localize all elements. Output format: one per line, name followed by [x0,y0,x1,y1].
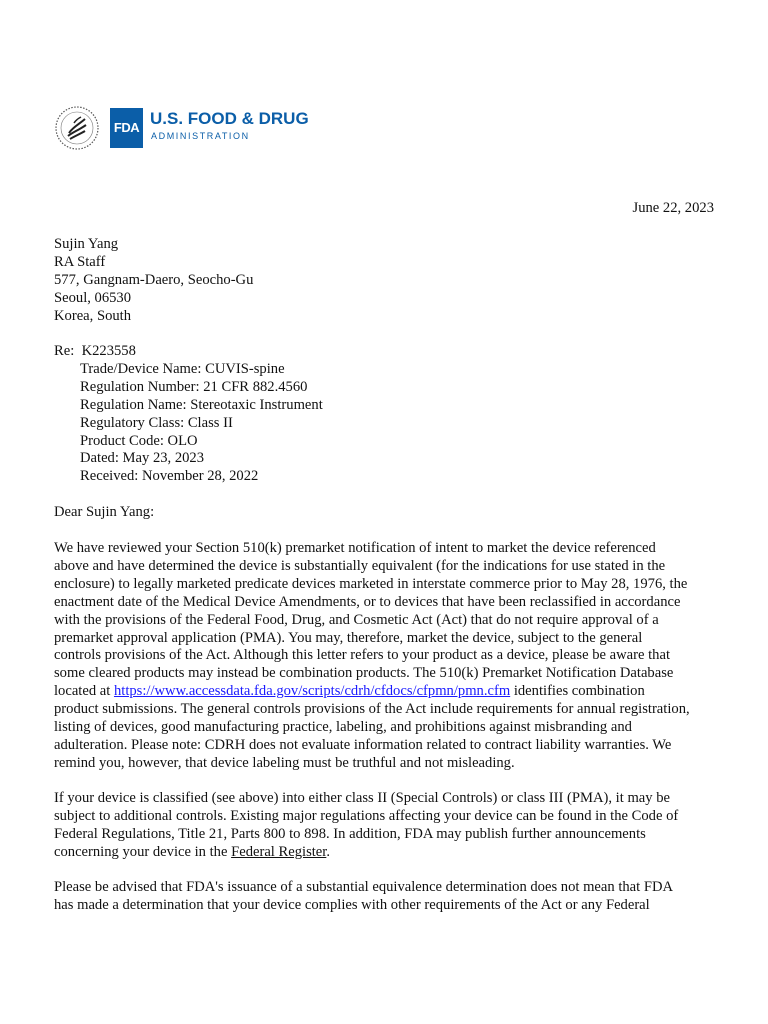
paragraph-line: enclosure) to legally marketed predicate devices marketed in interstate commerce prior to May 28, 1976, the [54,575,688,592]
letter-date: June 22, 2023 [632,200,714,216]
fda-logo-box: FDA [110,108,143,148]
paragraph-line: controls provisions of the Act. Although this letter refers to your product as a device, please be aware that [54,647,671,664]
paragraph-line [54,844,716,862]
paragraph-line: premarket approval application (PMA). You may, therefore, market the device, subject to the general [54,629,643,646]
paragraph-line-with-link [54,683,716,701]
body-paragraph-3 [54,879,716,915]
paragraph-line: product submissions. The general controls provisions of the Act include requirements for annual registration, [54,701,690,718]
reference-block [54,343,654,486]
paragraph-line: Federal Regulations, Title 21, Parts 800 to 898. In addition, FDA may publish further announcements [54,825,646,842]
agency-name: U.S. FOOD & DRUG [150,109,309,128]
paragraph-line: has made a determination that your device complies with other requirements of the Act or any Federal [54,896,650,913]
recipient-name: Sujin Yang [54,236,119,252]
reference-label: Re: [54,343,75,359]
recipient-title: RA Staff [54,253,106,270]
hhs-seal-icon [54,105,100,151]
register-suffix: . [326,843,330,860]
paragraph-line: If your device is classified (see above) into either class II (Special Controls) or class III (PMA), it may be [54,790,670,806]
federal-register-text: Federal Register [231,843,327,860]
pmn-database-link[interactable]: https://www.accessdata.fda.gov/scripts/cdrh/cfdocs/cfpmn/pmn.cfm [113,683,511,700]
salutation: Dear Sujin Yang: [54,504,155,520]
paragraph-line: Please be advised that FDA's issuance of a substantial equivalence determination does not mean that FDA [54,879,674,895]
paragraph-line: above and have determined the device is substantially equivalent (for the indications for use stated in the [54,557,666,574]
body-paragraph-2 [54,790,716,862]
paragraph-line: listing of devices, good manufacturing practice, labeling, and prohibitions against misbranding and [54,719,632,736]
reference-number: K223558 [81,343,136,359]
recipient-city: Seoul, 06530 [54,289,132,306]
paragraph-line: enactment date of the Medical Device Amendments, or to devices that have been reclassified in accordance [54,593,681,610]
paragraph-line: adulteration. Please note: CDRH does not evaluate information related to contract liability warranties. We [54,736,672,753]
reference-item: Regulation Name: Stereotaxic Instrument [80,396,323,413]
paragraph-line: with the provisions of the Federal Food, Drug, and Cosmetic Act (Act) that do not require approval of a [54,611,659,628]
reference-item: Trade/Device Name: CUVIS-spine [80,360,285,377]
reference-line [54,343,654,361]
paragraph-line: We have reviewed your Section 510(k) premarket notification of intent to market the device referenced [54,540,656,556]
link-prefix: located at [54,683,114,700]
recipient-street: 577, Gangnam-Daero, Seocho-Gu [54,271,254,288]
agency-subtitle: ADMINISTRATION [151,131,250,141]
reference-item: Regulation Number: 21 CFR 882.4560 [80,378,308,395]
reference-item: Dated: May 23, 2023 [80,450,205,467]
link-suffix: identifies combination [510,683,645,700]
paragraph-line: some cleared products may instead be combination products. The 510(k) Premarket Notification Database [54,665,674,682]
letterhead [54,100,309,160]
reference-item: Received: November 28, 2022 [80,468,259,485]
paragraph-line: subject to additional controls. Existing major regulations affecting your device can be found in the Code of [54,807,679,824]
register-prefix: concerning your device in the [54,843,232,860]
recipient-address [54,236,253,326]
recipient-country: Korea, South [54,307,132,324]
reference-item: Product Code: OLO [80,432,198,449]
reference-item: Regulatory Class: Class II [80,414,233,431]
body-paragraph-1 [54,540,716,773]
paragraph-line: remind you, however, that device labeling must be truthful and not misleading. [54,754,515,771]
